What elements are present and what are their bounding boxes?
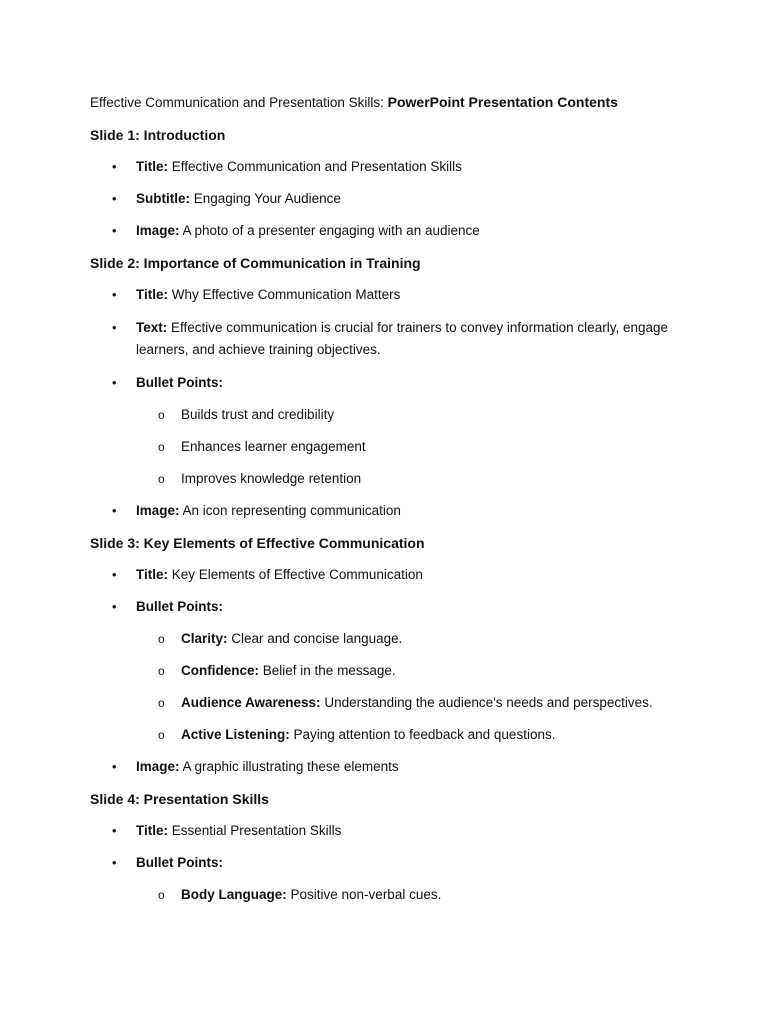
bullet-marker: •: [112, 375, 117, 390]
sub-item-label: Audience Awareness:: [181, 695, 321, 710]
slide-3-bullets-label: [90, 597, 690, 617]
bullet-marker: •: [112, 759, 117, 774]
item-text: Effective Communication and Presentation Skills: [168, 159, 462, 174]
bullet-marker: •: [112, 159, 117, 174]
slide-2-heading: Slide 2: Importance of Communication in Training: [90, 255, 421, 271]
item-text: An icon representing communication: [179, 503, 401, 518]
sub-item-text: Builds trust and credibility: [181, 407, 335, 422]
slide-4-title-item: [90, 821, 690, 841]
sub-list-item: [90, 629, 690, 649]
bullet-marker: •: [112, 320, 117, 335]
slide-2-text-item: [90, 317, 690, 361]
sub-list-item: [90, 661, 690, 681]
bullet-marker: •: [112, 191, 117, 206]
item-text: A photo of a presenter engaging with an audience: [179, 223, 480, 238]
bullet-marker: •: [112, 855, 117, 870]
document-title: [90, 92, 690, 113]
item-text: A graphic illustrating these elements: [179, 759, 399, 774]
item-label: Image:: [136, 759, 180, 774]
slide-1-subtitle-item: [90, 189, 690, 209]
item-text: Effective communication is crucial for trainers to convey information clearly, engage learners, and achieve training objectives.: [136, 320, 668, 357]
slide-3-image-item: [90, 757, 690, 777]
slide-1-title-item: [90, 157, 690, 177]
sub-bullet-marker: o: [158, 696, 165, 710]
item-label: Title:: [136, 159, 169, 174]
sub-bullet-marker: o: [158, 664, 165, 678]
item-label: Bullet Points:: [136, 375, 223, 390]
slide-2-image-item: [90, 501, 690, 521]
sub-list-item: [90, 405, 690, 425]
slide-4-bullets-label: [90, 853, 690, 873]
sub-bullet-marker: o: [158, 408, 165, 422]
sub-item-label: Confidence:: [181, 663, 260, 678]
sub-bullet-marker: o: [158, 472, 165, 486]
item-label: Image:: [136, 223, 180, 238]
item-text: Key Elements of Effective Communication: [168, 567, 423, 582]
bullet-marker: •: [112, 823, 117, 838]
slide-3-title-item: [90, 565, 690, 585]
sub-list-item: [90, 469, 690, 489]
slide-2-title-item: [90, 285, 690, 305]
bullet-marker: •: [112, 567, 117, 582]
sub-bullet-marker: o: [158, 888, 165, 902]
item-label: Image:: [136, 503, 180, 518]
sub-bullet-marker: o: [158, 728, 165, 742]
item-label: Title:: [136, 823, 169, 838]
slide-3-heading: Slide 3: Key Elements of Effective Communication: [90, 535, 425, 551]
document-body: [90, 92, 690, 917]
bullet-marker: •: [112, 599, 117, 614]
sub-item-text: Clear and concise language.: [227, 631, 403, 646]
sub-list-item: [90, 437, 690, 457]
item-text: Essential Presentation Skills: [168, 823, 342, 838]
slide-2-bullets-label: [90, 373, 690, 393]
sub-item-text: Enhances learner engagement: [181, 439, 366, 454]
bullet-marker: •: [112, 287, 117, 302]
slide-1-heading: Slide 1: Introduction: [90, 127, 226, 143]
document-title-lead: Effective Communication and Presentation Skills:: [90, 95, 388, 110]
sub-item-label: Clarity:: [181, 631, 228, 646]
sub-item-text: Positive non-verbal cues.: [286, 887, 442, 902]
item-text: Engaging Your Audience: [190, 191, 341, 206]
bullet-marker: •: [112, 223, 117, 238]
sub-item-text: Paying attention to feedback and questions.: [289, 727, 556, 742]
item-text: Why Effective Communication Matters: [168, 287, 401, 302]
sub-bullet-marker: o: [158, 632, 165, 646]
bullet-marker: •: [112, 503, 117, 518]
sub-list-item: [90, 725, 690, 745]
item-label: Bullet Points:: [136, 855, 223, 870]
item-label: Bullet Points:: [136, 599, 223, 614]
sub-list-item: [90, 885, 690, 905]
sub-item-text: Belief in the message.: [259, 663, 396, 678]
item-label: Subtitle:: [136, 191, 190, 206]
sub-item-text: Understanding the audience's needs and perspectives.: [320, 695, 653, 710]
sub-item-label: Active Listening:: [181, 727, 290, 742]
sub-bullet-marker: o: [158, 440, 165, 454]
sub-list-item: [90, 693, 690, 713]
item-label: Title:: [136, 287, 169, 302]
sub-item-label: Body Language:: [181, 887, 287, 902]
item-label: Title:: [136, 567, 169, 582]
slide-1-image-item: [90, 221, 690, 241]
sub-item-text: Improves knowledge retention: [181, 471, 362, 486]
item-label: Text:: [136, 320, 168, 335]
document-title-emphasis: PowerPoint Presentation Contents: [387, 94, 618, 110]
slide-4-heading: Slide 4: Presentation Skills: [90, 791, 269, 807]
